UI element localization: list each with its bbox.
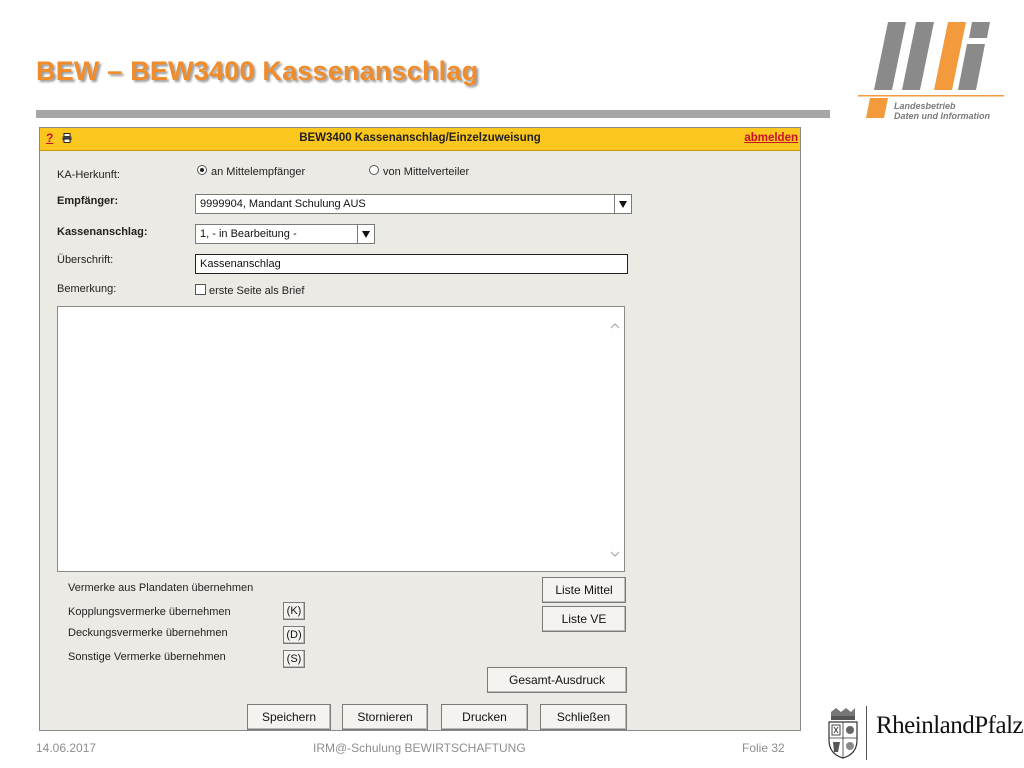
vermerke-heading: Vermerke aus Plandaten übernehmen: [68, 582, 254, 594]
cancel-button[interactable]: Stornieren: [342, 704, 428, 730]
kassenanschlag-value: 1, - in Bearbeitung -: [200, 228, 297, 240]
radio-mittelempfaenger[interactable]: [197, 165, 207, 175]
logout-link[interactable]: abmelden: [744, 132, 798, 144]
herkunft-label: KA-Herkunft:: [57, 169, 120, 181]
print-button[interactable]: Drucken: [441, 704, 528, 730]
brand-divider: [866, 706, 867, 760]
bemerkung-label: Bemerkung:: [57, 283, 117, 295]
radio-mittelverteiler[interactable]: [369, 165, 379, 175]
chevron-down-icon[interactable]: [357, 224, 375, 244]
liste-mittel-button[interactable]: Liste Mittel: [542, 577, 626, 603]
ueberschrift-input[interactable]: [195, 254, 628, 274]
kassenanschlag-label: Kassenanschlag:: [57, 226, 148, 238]
help-link[interactable]: ?: [46, 131, 54, 145]
liste-ve-button[interactable]: Liste VE: [542, 606, 626, 632]
ueberschrift-label: Überschrift:: [57, 254, 114, 266]
brief-checkbox-label: erste Seite als Brief: [209, 285, 305, 297]
kopplung-button[interactable]: (K): [283, 602, 305, 620]
kassenanschlag-select[interactable]: [195, 224, 375, 244]
save-button[interactable]: Speichern: [247, 704, 331, 730]
brief-checkbox[interactable]: [195, 284, 206, 295]
gesamt-ausdruck-button[interactable]: Gesamt-Ausdruck: [487, 667, 627, 693]
ueberschrift-value: Kassenanschlag: [200, 258, 281, 270]
sonstige-label: Sonstige Vermerke übernehmen: [68, 651, 226, 663]
footer-date: 14.06.2017: [36, 741, 97, 755]
chevron-down-icon[interactable]: [614, 194, 632, 214]
deckung-button[interactable]: (D): [283, 626, 305, 644]
title-rule: [36, 110, 830, 118]
empfaenger-value: 9999904, Mandant Schulung AUS: [200, 198, 366, 210]
empfaenger-label: Empfänger:: [57, 195, 119, 207]
empfaenger-select[interactable]: [195, 194, 632, 214]
coat-of-arms-icon: [826, 706, 860, 760]
app-window: [39, 127, 801, 731]
radio-mittelverteiler-label: von Mittelverteiler: [383, 166, 470, 178]
window-title: BEW3400 Kassenanschlag/Einzelzuweisung: [299, 132, 541, 144]
close-button[interactable]: Schließen: [540, 704, 627, 730]
scroll-down-icon[interactable]: [610, 549, 620, 559]
state-wordmark: RheinlandPfalz: [876, 712, 1024, 739]
scroll-up-icon[interactable]: [610, 321, 620, 331]
footer-center: IRM@-Schulung BEWIRTSCHAFTUNG: [313, 741, 526, 755]
footer-page: Folie 32: [742, 741, 785, 755]
app-header: [40, 128, 800, 151]
kopplung-label: Kopplungsvermerke übernehmen: [68, 606, 231, 618]
sonstige-button[interactable]: (S): [283, 650, 305, 668]
slide-title: BEW – BEW3400 Kassenanschlag: [36, 56, 479, 86]
radio-mittelempfaenger-label: an Mittelempfänger: [211, 166, 306, 178]
deckung-label: Deckungsvermerke übernehmen: [68, 627, 228, 639]
logo-caption: Landesbetrieb Daten und Information: [894, 101, 990, 121]
bemerkung-textarea[interactable]: [57, 306, 625, 572]
